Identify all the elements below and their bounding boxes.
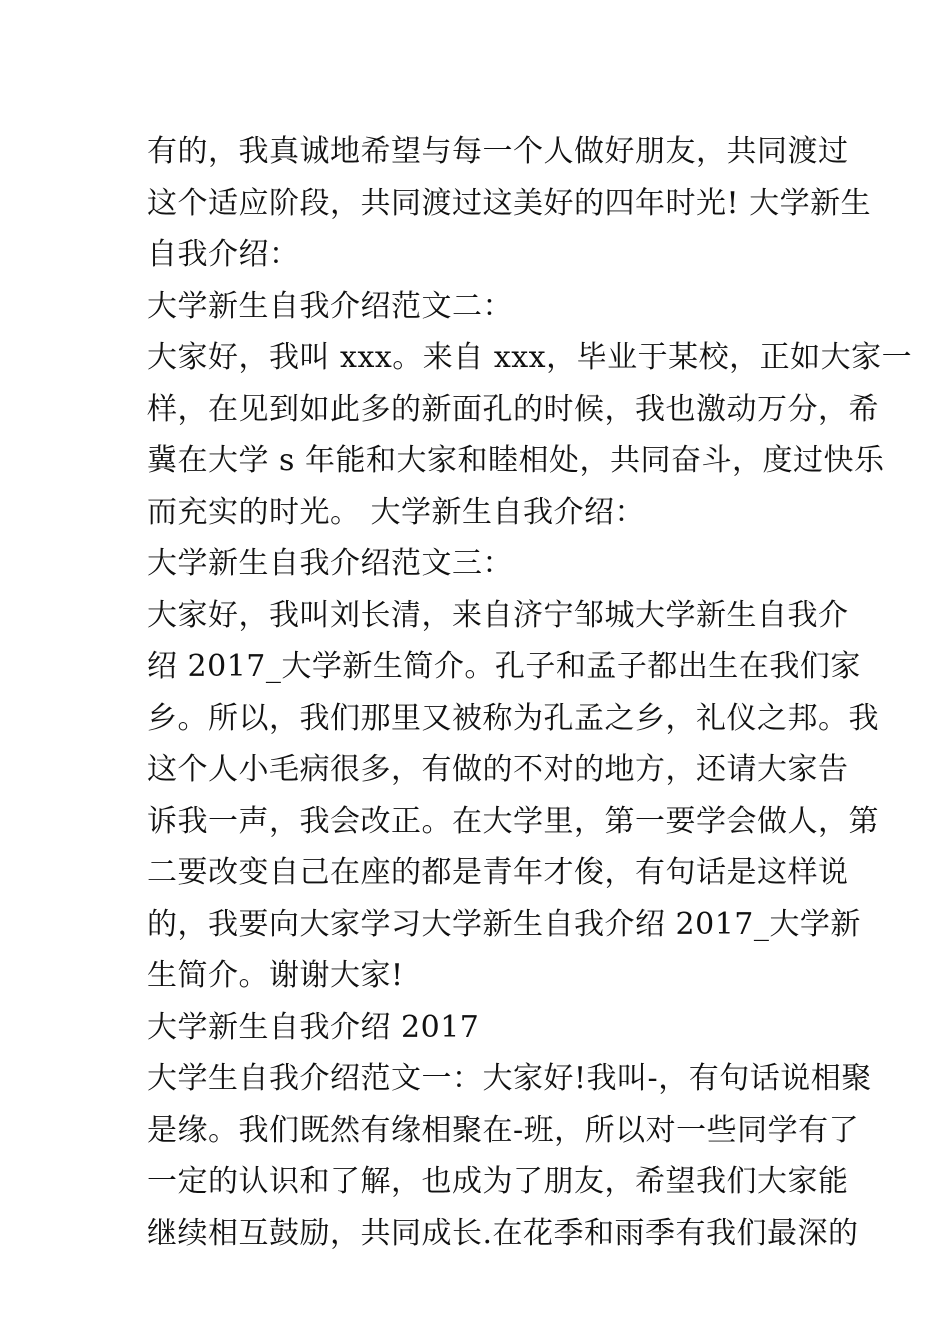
text-line: 生简介。谢谢大家! bbox=[147, 958, 404, 993]
section-heading: 大学新生自我介绍范文二： bbox=[147, 288, 513, 324]
text-line: 的，我要向大家学习大学新生自我介绍 2017_大学新 bbox=[147, 906, 861, 942]
text-line: 这个适应阶段，共同渡过这美好的四年时光! 大学新生 bbox=[147, 185, 872, 221]
text-line: 自我介绍： bbox=[147, 237, 300, 272]
text-line: 而充实的时光。 大学新生自我介绍： bbox=[147, 494, 646, 530]
text-line: 大家好，我叫刘长清，来自济宁邹城大学新生自我介 bbox=[147, 597, 849, 633]
text-line: 冀在大学 s 年能和大家和睦相处，共同奋斗，度过快乐 bbox=[147, 443, 885, 478]
text-line: 乡。所以，我们那里又被称为孔孟之乡，礼仪之邦。我 bbox=[147, 700, 879, 736]
text-line: 绍 2017_大学新生简介。孔子和孟子都出生在我们家 bbox=[147, 649, 861, 684]
text-line: 是缘。我们既然有缘相聚在-班，所以对一些同学有了 bbox=[147, 1112, 860, 1148]
text-line: 大家好，我叫 xxx。来自 xxx，毕业于某校，正如大家一 bbox=[147, 340, 913, 375]
text-line: 一定的认识和了解，也成为了朋友，希望我们大家能 bbox=[147, 1164, 849, 1199]
text-line: 这个人小毛病很多，有做的不对的地方，还请大家告 bbox=[147, 752, 849, 787]
document-body bbox=[147, 126, 913, 1259]
text-line: 有的，我真诚地希望与每一个人做好朋友，共同渡过 bbox=[147, 134, 849, 169]
text-line: 二要改变自己在座的都是青年才俊，有句话是这样说 bbox=[147, 855, 849, 890]
text-line: 诉我一声，我会改正。在大学里，第一要学会做人，第 bbox=[147, 803, 879, 839]
section-heading: 大学新生自我介绍范文三： bbox=[147, 546, 513, 581]
text-line: 大学生自我介绍范文一：大家好!我叫-，有句话说相聚 bbox=[147, 1061, 872, 1096]
text-line: 继续相互鼓励，共同成长.在花季和雨季有我们最深的 bbox=[147, 1215, 859, 1251]
text-line: 样，在见到如此多的新面孔的时候，我也激动万分，希 bbox=[147, 391, 879, 427]
section-heading: 大学新生自我介绍 2017 bbox=[147, 1009, 480, 1045]
